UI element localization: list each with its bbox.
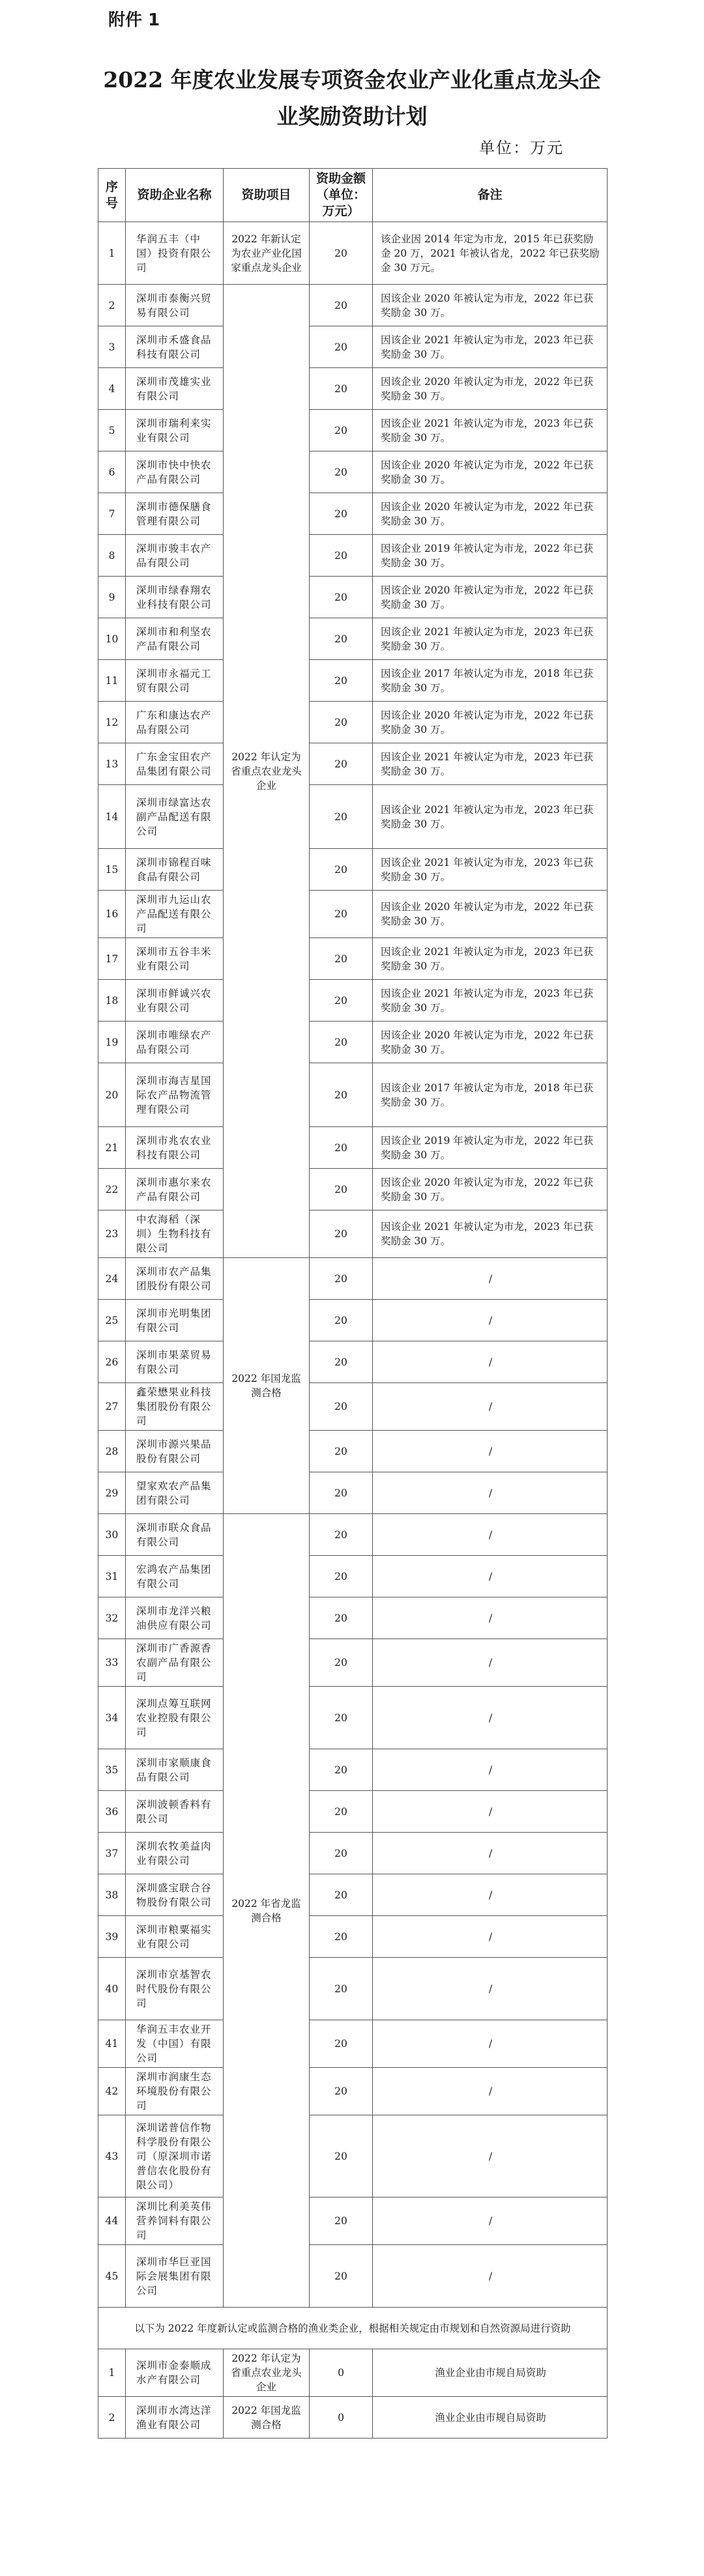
header-index: 序号: [98, 169, 126, 222]
row-index: 29: [98, 1472, 126, 1514]
amount-value: 20: [310, 451, 373, 493]
company-name: 深圳市光明集团有限公司: [126, 1300, 224, 1341]
page-title: 2022 年度农业发展专项资金农业产业化重点龙头企业奖励资助计划: [103, 67, 601, 129]
row-index: 34: [98, 1687, 126, 1749]
company-name: 深圳市泰衡兴贸易有限公司: [126, 285, 224, 326]
table-row: [98, 1597, 608, 1639]
company-name: 深圳市粮粟福实业有限公司: [126, 1916, 224, 1958]
row-index: 24: [98, 1258, 126, 1300]
company-name: 深圳诺普信作物科学股份有限公司（原深圳市诺普信农化股份有限公司）: [126, 2115, 224, 2197]
note-text: /: [373, 1383, 608, 1431]
row-index: 31: [98, 1556, 126, 1597]
table-row: [98, 1063, 608, 1127]
row-index: 42: [98, 2068, 126, 2115]
row-index: 8: [98, 535, 126, 577]
amount-value: 20: [310, 1791, 373, 1833]
row-index: 33: [98, 1639, 126, 1687]
company-name: 深圳市绿富达农副产品配送有限公司: [126, 785, 224, 849]
row-index: 12: [98, 702, 126, 743]
table-row: [98, 1874, 608, 1916]
table-row: [98, 702, 608, 743]
company-name: 深圳市瑞利来实业有限公司: [126, 410, 224, 451]
row-index: 23: [98, 1210, 126, 1258]
row-index: 40: [98, 1958, 126, 2020]
row-index: 32: [98, 1597, 126, 1639]
note-text: 因该企业 2021 年被认定为市龙，2023 年已获奖励金 30 万。: [373, 410, 608, 451]
table-row: [98, 891, 608, 938]
table-row: [98, 1958, 608, 2020]
note-text: 因该企业 2017 年被认定为市龙，2018 年已获奖励金 30 万。: [373, 1063, 608, 1127]
amount-value: 0: [310, 2349, 373, 2397]
table-row: [98, 1791, 608, 1833]
note-text: /: [373, 1431, 608, 1472]
note-text: /: [373, 1958, 608, 2020]
table-row: [98, 1916, 608, 1958]
amount-value: 20: [310, 891, 373, 938]
note-text: /: [373, 1791, 608, 1833]
amount-value: 20: [310, 1687, 373, 1749]
table-row: [98, 1258, 608, 1300]
note-text: 因该企业 2021 年被认定为市龙，2023 年已获奖励金 30 万。: [373, 938, 608, 980]
row-index: 22: [98, 1169, 126, 1210]
note-text: /: [373, 1749, 608, 1791]
amount-value: 20: [310, 368, 373, 410]
amount-value: 20: [310, 1833, 373, 1874]
row-index: 3: [98, 326, 126, 368]
row-index: 4: [98, 368, 126, 410]
note-text: 因该企业 2020 年被认定为市龙，2022 年已获奖励金 30 万。: [373, 577, 608, 618]
table-row: [98, 2115, 608, 2197]
company-name: 深圳市家顺康食品有限公司: [126, 1749, 224, 1791]
company-name: 深圳市禾盛食品科技有限公司: [126, 326, 224, 368]
table-row: [98, 2020, 608, 2068]
amount-value: 20: [310, 849, 373, 891]
company-name: 深圳市龙洋兴粮油供应有限公司: [126, 1597, 224, 1639]
company-name: 深圳市兆农农业科技有限公司: [126, 1127, 224, 1169]
table-row: [98, 1341, 608, 1383]
company-name: 深圳市华巨亚国际会展集团有限公司: [126, 2245, 224, 2308]
note-text: /: [373, 1341, 608, 1383]
note-text: /: [373, 1300, 608, 1341]
amount-value: 20: [310, 1063, 373, 1127]
company-name: 鑫荣懋果业科技集团股份有限公司: [126, 1383, 224, 1431]
note-text: 因该企业 2021 年被认定为市龙，2023 年已获奖励金 30 万。: [373, 785, 608, 849]
note-text: 因该企业 2021 年被认定为市龙，2023 年已获奖励金 30 万。: [373, 743, 608, 785]
fishery-row: [98, 2349, 608, 2397]
company-name: 宏鸿农产品集团有限公司: [126, 1556, 224, 1597]
row-index: 1: [98, 2349, 126, 2397]
company-name: 深圳比利美英伟营养饲料有限公司: [126, 2197, 224, 2245]
table-row: [98, 2068, 608, 2115]
project-label: 2022 年认定为省重点农业龙头企业: [224, 2349, 310, 2397]
table-row: [98, 618, 608, 660]
amount-value: 0: [310, 2397, 373, 2439]
subsidy-table: [98, 168, 608, 2439]
table-row: [98, 849, 608, 891]
table-row: [98, 1556, 608, 1597]
table-row: [98, 1127, 608, 1169]
row-index: 27: [98, 1383, 126, 1431]
header-amount: 资助金额（单位：万元）: [310, 169, 373, 222]
project-group: 2022 年认定为省重点农业龙头企业: [224, 285, 310, 1258]
table-row: [98, 1383, 608, 1431]
table-row: [98, 2197, 608, 2245]
amount-value: 20: [310, 743, 373, 785]
table-row: [98, 1300, 608, 1341]
company-name: 深圳市快中快农产品有限公司: [126, 451, 224, 493]
row-index: 35: [98, 1749, 126, 1791]
note-text: 渔业企业由市规自局资助: [373, 2349, 608, 2397]
note-text: /: [373, 1833, 608, 1874]
project-label: 2022 年国龙监测合格: [224, 2397, 310, 2439]
note-text: 因该企业 2020 年被认定为市龙，2022 年已获奖励金 30 万。: [373, 1169, 608, 1210]
row-index: 39: [98, 1916, 126, 1958]
table-row: [98, 1514, 608, 1556]
table-row: [98, 368, 608, 410]
amount-value: 20: [310, 660, 373, 702]
amount-value: 20: [310, 285, 373, 326]
table-row: [98, 577, 608, 618]
company-name: 中农海稻（深圳）生物科技有限公司: [126, 1210, 224, 1258]
company-name: 深圳市果菜贸易有限公司: [126, 1341, 224, 1383]
note-text: /: [373, 1874, 608, 1916]
amount-value: 20: [310, 1258, 373, 1300]
note-text: 因该企业 2020 年被认定为市龙，2022 年已获奖励金 30 万。: [373, 891, 608, 938]
note-text: 因该企业 2021 年被认定为市龙，2023 年已获奖励金 30 万。: [373, 1210, 608, 1258]
note-text: 因该企业 2020 年被认定为市龙，2022 年已获奖励金 30 万。: [373, 1022, 608, 1063]
note-text: 渔业企业由市规自局资助: [373, 2397, 608, 2439]
company-name: 深圳市骏丰农产品有限公司: [126, 535, 224, 577]
note-text: 因该企业 2020 年被认定为市龙，2022 年已获奖励金 30 万。: [373, 493, 608, 535]
attachment-label: 附件 1: [108, 10, 160, 30]
project-group: 2022 年国龙监测合格: [224, 1258, 310, 1514]
table-body: [98, 222, 608, 2439]
row-index: 26: [98, 1341, 126, 1383]
amount-value: 20: [310, 1639, 373, 1687]
amount-value: 20: [310, 577, 373, 618]
project-group: 2022 年新认定为农业产业化国家重点龙头企业: [224, 222, 310, 285]
company-name: 广东和康达农产品有限公司: [126, 702, 224, 743]
amount-value: 20: [310, 326, 373, 368]
company-name: 华润五丰（中国）投资有限公司: [126, 222, 224, 285]
amount-value: 20: [310, 2197, 373, 2245]
amount-value: 20: [310, 1556, 373, 1597]
header-project: 资助项目: [224, 169, 310, 222]
row-index: 45: [98, 2245, 126, 2308]
table-header-row: [98, 169, 608, 222]
table-row: [98, 1749, 608, 1791]
amount-value: 20: [310, 938, 373, 980]
row-index: 11: [98, 660, 126, 702]
table-row: [98, 326, 608, 368]
amount-value: 20: [310, 1300, 373, 1341]
amount-value: 20: [310, 1431, 373, 1472]
table-row: [98, 1022, 608, 1063]
table-row: [98, 1833, 608, 1874]
amount-value: 20: [310, 535, 373, 577]
amount-value: 20: [310, 410, 373, 451]
table-row: [98, 1431, 608, 1472]
row-index: 21: [98, 1127, 126, 1169]
row-index: 13: [98, 743, 126, 785]
note-text: 因该企业 2020 年被认定为市龙，2022 年已获奖励金 30 万。: [373, 451, 608, 493]
row-index: 14: [98, 785, 126, 849]
fishery-note-row: [98, 2308, 608, 2349]
table-row: [98, 1210, 608, 1258]
fishery-row: [98, 2397, 608, 2439]
table-row: [98, 980, 608, 1022]
table-row: [98, 1639, 608, 1687]
note-text: /: [373, 1639, 608, 1687]
company-name: 深圳市源兴果品股份有限公司: [126, 1431, 224, 1472]
amount-value: 20: [310, 702, 373, 743]
company-name: 深圳市金泰顺成水产有限公司: [126, 2349, 224, 2397]
company-name: 望家欢农产品集团有限公司: [126, 1472, 224, 1514]
company-name: 深圳市农产品集团股份有限公司: [126, 1258, 224, 1300]
company-name: 深圳市茂雄实业有限公司: [126, 368, 224, 410]
company-name: 深圳市水湾达洋渔业有限公司: [126, 2397, 224, 2439]
row-index: 17: [98, 938, 126, 980]
table-row: [98, 1472, 608, 1514]
row-index: 19: [98, 1022, 126, 1063]
note-text: /: [373, 2115, 608, 2197]
note-text: /: [373, 1556, 608, 1597]
row-index: 36: [98, 1791, 126, 1833]
row-index: 41: [98, 2020, 126, 2068]
company-name: 广东金宝田农产品集团有限公司: [126, 743, 224, 785]
header-note: 备注: [373, 169, 608, 222]
note-text: /: [373, 2020, 608, 2068]
fishery-note: 以下为 2022 年度新认定或监测合格的渔业类企业，根据相关规定由市规划和自然资源局进行资助: [98, 2308, 608, 2349]
amount-value: 20: [310, 2115, 373, 2197]
project-group: 2022 年省龙监测合格: [224, 1514, 310, 2308]
table-row: [98, 1687, 608, 1749]
row-index: 44: [98, 2197, 126, 2245]
row-index: 25: [98, 1300, 126, 1341]
amount-value: 20: [310, 1472, 373, 1514]
row-index: 9: [98, 577, 126, 618]
note-text: 因该企业 2021 年被认定为市龙，2023 年已获奖励金 30 万。: [373, 618, 608, 660]
note-text: 因该企业 2020 年被认定为市龙，2022 年已获奖励金 30 万。: [373, 285, 608, 326]
amount-value: 20: [310, 1514, 373, 1556]
row-index: 43: [98, 2115, 126, 2197]
row-index: 15: [98, 849, 126, 891]
table-row: [98, 451, 608, 493]
company-name: 深圳市五谷丰米业有限公司: [126, 938, 224, 980]
company-name: 深圳市锦程百味食品有限公司: [126, 849, 224, 891]
note-text: /: [373, 1514, 608, 1556]
company-name: 华润五丰农业开发（中国）有限公司: [126, 2020, 224, 2068]
row-index: 10: [98, 618, 126, 660]
amount-value: 20: [310, 980, 373, 1022]
row-index: 7: [98, 493, 126, 535]
amount-value: 20: [310, 1210, 373, 1258]
company-name: 深圳市海吉星国际农产品物流管理有限公司: [126, 1063, 224, 1127]
row-index: 37: [98, 1833, 126, 1874]
amount-value: 20: [310, 1749, 373, 1791]
company-name: 深圳波顿香料有限公司: [126, 1791, 224, 1833]
company-name: 深圳市鲜诚兴农业有限公司: [126, 980, 224, 1022]
amount-value: 20: [310, 222, 373, 285]
note-text: /: [373, 1597, 608, 1639]
amount-value: 20: [310, 785, 373, 849]
note-text: 因该企业 2020 年被认定为市龙，2022 年已获奖励金 30 万。: [373, 368, 608, 410]
company-name: 深圳农牧美益肉业有限公司: [126, 1833, 224, 1874]
note-text: 因该企业 2021 年被认定为市龙，2023 年已获奖励金 30 万。: [373, 326, 608, 368]
company-name: 深圳市唯绿农产品有限公司: [126, 1022, 224, 1063]
note-text: 因该企业 2021 年被认定为市龙，2023 年已获奖励金 30 万。: [373, 849, 608, 891]
amount-value: 20: [310, 1383, 373, 1431]
amount-value: 20: [310, 2245, 373, 2308]
company-name: 深圳市永福元工贸有限公司: [126, 660, 224, 702]
table-row: [98, 535, 608, 577]
amount-value: 20: [310, 2020, 373, 2068]
company-name: 深圳点筹互联网农业控股有限公司: [126, 1687, 224, 1749]
table-row: [98, 2245, 608, 2308]
header-company: 资助企业名称: [126, 169, 224, 222]
amount-value: 20: [310, 1169, 373, 1210]
amount-value: 20: [310, 1597, 373, 1639]
table-row: [98, 660, 608, 702]
note-text: /: [373, 1258, 608, 1300]
row-index: 30: [98, 1514, 126, 1556]
table-row: [98, 743, 608, 785]
company-name: 深圳市惠尔来农产品有限公司: [126, 1169, 224, 1210]
amount-value: 20: [310, 1127, 373, 1169]
table-row: [98, 785, 608, 849]
note-text: 因该企业 2020 年被认定为市龙，2022 年已获奖励金 30 万。: [373, 702, 608, 743]
table-row: [98, 938, 608, 980]
company-name: 深圳市九运山农产品配送有限公司: [126, 891, 224, 938]
company-name: 深圳市和利坚农产品有限公司: [126, 618, 224, 660]
table-row: [98, 1169, 608, 1210]
note-text: 因该企业 2019 年被认定为市龙，2022 年已获奖励金 30 万。: [373, 535, 608, 577]
note-text: 因该企业 2021 年被认定为市龙，2023 年已获奖励金 30 万。: [373, 980, 608, 1022]
table-row: [98, 493, 608, 535]
company-name: 深圳市联众食品有限公司: [126, 1514, 224, 1556]
note-text: 因该企业 2017 年被认定为市龙，2018 年已获奖励金 30 万。: [373, 660, 608, 702]
row-index: 2: [98, 2397, 126, 2439]
amount-value: 20: [310, 618, 373, 660]
amount-value: 20: [310, 2068, 373, 2115]
unit-label: 单位：万元: [479, 139, 564, 157]
company-name: 深圳市绿春翔农业科技有限公司: [126, 577, 224, 618]
amount-value: 20: [310, 1874, 373, 1916]
amount-value: 20: [310, 1916, 373, 1958]
row-index: 16: [98, 891, 126, 938]
note-text: /: [373, 2068, 608, 2115]
row-index: 18: [98, 980, 126, 1022]
row-index: 6: [98, 451, 126, 493]
table-row: [98, 222, 608, 285]
amount-value: 20: [310, 1341, 373, 1383]
row-index: 1: [98, 222, 126, 285]
note-text: /: [373, 1687, 608, 1749]
note-text: /: [373, 1916, 608, 1958]
row-index: 28: [98, 1431, 126, 1472]
note-text: /: [373, 1472, 608, 1514]
note-text: /: [373, 2197, 608, 2245]
amount-value: 20: [310, 1022, 373, 1063]
table-row: [98, 410, 608, 451]
note-text: 因该企业 2019 年被认定为市龙，2022 年已获奖励金 30 万。: [373, 1127, 608, 1169]
note-text: /: [373, 2245, 608, 2308]
table-row: [98, 285, 608, 326]
amount-value: 20: [310, 1958, 373, 2020]
row-index: 5: [98, 410, 126, 451]
row-index: 38: [98, 1874, 126, 1916]
amount-value: 20: [310, 493, 373, 535]
company-name: 深圳市润康生态环境股份有限公司: [126, 2068, 224, 2115]
company-name: 深圳市京基智农时代股份有限公司: [126, 1958, 224, 2020]
row-index: 20: [98, 1063, 126, 1127]
company-name: 深圳盛宝联合谷物股份有限公司: [126, 1874, 224, 1916]
company-name: 深圳市德保膳食管理有限公司: [126, 493, 224, 535]
note-text: 该企业因 2014 年定为市龙，2015 年已获奖励金 20 万，2021 年被认省龙，2022 年已获奖励金 30 万元。: [373, 222, 608, 285]
row-index: 2: [98, 285, 126, 326]
company-name: 深圳市广香源香农副产品有限公司: [126, 1639, 224, 1687]
